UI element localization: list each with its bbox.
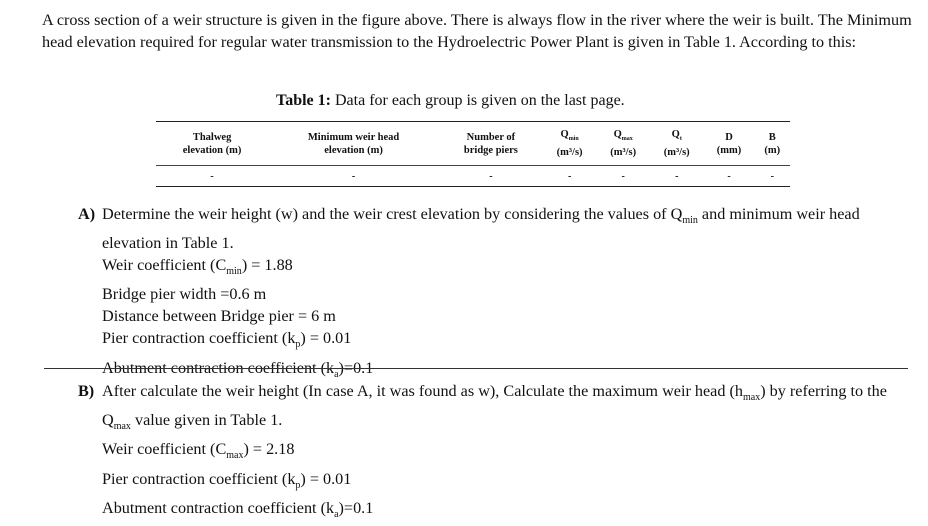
section-a-label: A) <box>78 205 96 223</box>
table-cell: - <box>727 171 731 183</box>
header-qmin: $Q_{min}$ (m³/s) <box>543 122 597 166</box>
section-b <box>78 380 918 526</box>
header-min-weir-head: Minimum weir head elevation (m) <box>268 122 439 166</box>
header-qt: $Q_t$ (m³/s) <box>650 122 704 166</box>
section-b-abutment-contraction: Abutment contraction coefficient $(k_a)=0.1$ <box>102 498 374 521</box>
table-cell: - <box>567 171 572 183</box>
section-a-question: Determine the weir height (w) and the weir crest elevation by considering the values of $Q_{min}$ and minimum weir head elevation in Table 1. <box>102 205 860 253</box>
table-caption-text: Data for each group is given on the last page. <box>334 92 625 109</box>
table-row <box>156 166 790 187</box>
table-caption <box>276 92 625 110</box>
section-a-pier-contraction: Pier contraction coefficient $(k_p) = 0.01$ <box>102 329 352 351</box>
intro-paragraph: A cross section of a weir structure is given in the figure above. There is always flow in the river where the weir is built. The Minimum head elevation required for regular water transmission to the Hydroelectric Power Plant is given in Table 1. According to this: <box>42 11 912 51</box>
table-cell: - <box>675 171 679 183</box>
section-a-weir-coefficient: Weir coefficient $(C_{min}) = 1.88$ <box>102 256 293 278</box>
section-b-weir-coefficient: Weir coefficient $(C_{max}) = 2.18$ <box>102 440 295 462</box>
section-divider <box>44 368 908 369</box>
section-a <box>78 203 918 386</box>
table-cell: - <box>770 171 774 183</box>
section-a-pier-distance: Distance between Bridge pier = 6 m <box>102 307 336 326</box>
data-table <box>156 121 790 187</box>
header-b: B (m) <box>755 122 790 166</box>
header-d: D (mm) <box>704 122 755 166</box>
header-qmax: $Q_{max}$ (m³/s) <box>596 122 650 166</box>
section-b-question: After calculate the weir height (In case A, it was found as w), Calculate the maximum weir head $(h_{max})$ by referring to the $Q_{max}$ value given in Table 1. <box>102 382 887 433</box>
table-cell: - <box>351 171 356 183</box>
table-cell: - <box>621 171 625 183</box>
table-header-row <box>156 122 790 166</box>
table-cell: - <box>489 171 493 183</box>
header-bridge-piers: Number of bridge piers <box>439 122 543 166</box>
section-b-pier-contraction: Pier contraction coefficient $(k_p) = 0.01$ <box>102 469 352 491</box>
section-b-label: B) <box>78 382 95 400</box>
section-a-abutment-contraction: Abutment contraction coefficient $(k_a)=0.1$ <box>102 358 374 380</box>
section-a-pier-width: Bridge pier width =0.6 m <box>102 285 267 304</box>
table-cell: - <box>210 171 214 183</box>
header-thalweg: Thalweg elevation (m) <box>156 122 268 166</box>
table-caption-label: Table 1: <box>276 92 331 109</box>
